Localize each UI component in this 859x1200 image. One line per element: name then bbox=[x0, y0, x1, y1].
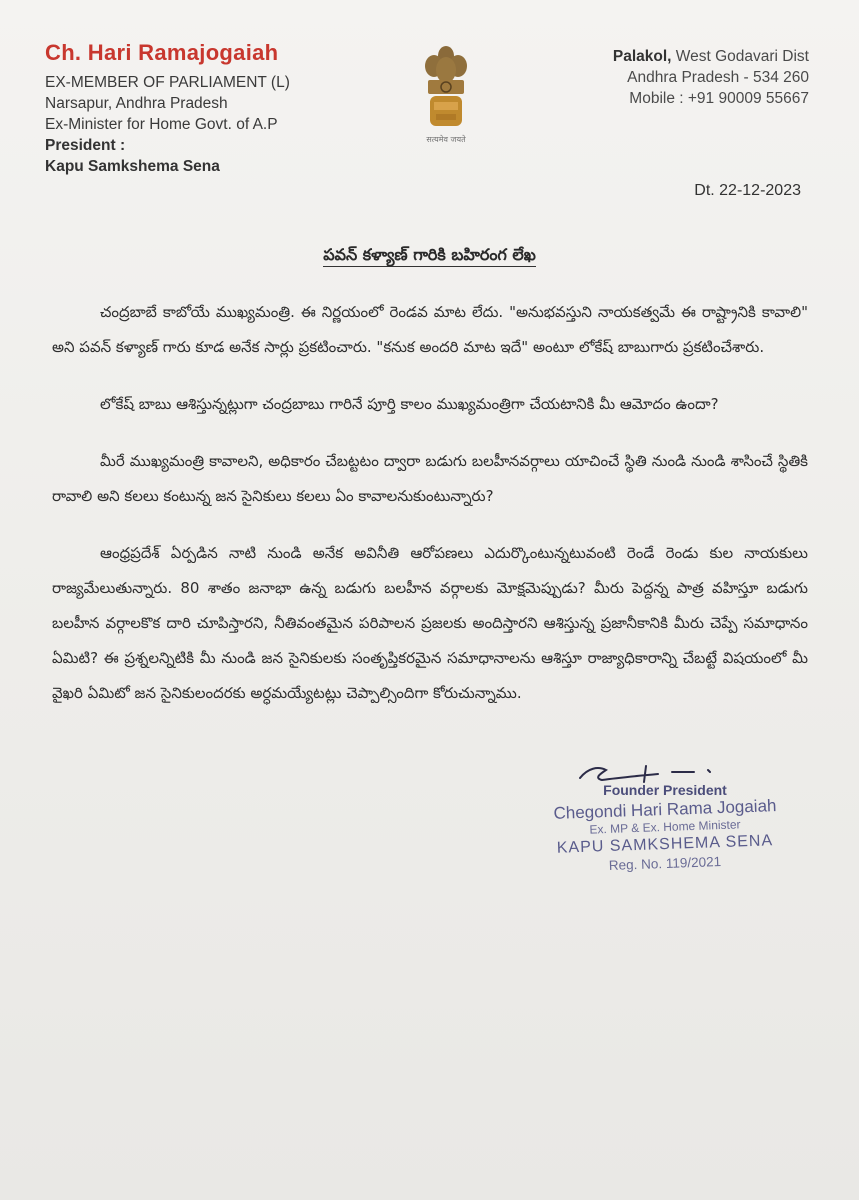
sender-title-1: EX-MEMBER OF PARLIAMENT (L) bbox=[45, 74, 290, 91]
signatory-name: Chegondi Hari Rama Jogaiah bbox=[553, 796, 777, 823]
letterhead-left bbox=[45, 40, 365, 177]
letterhead-right bbox=[613, 46, 809, 109]
address-line-1 bbox=[613, 46, 809, 67]
letter-body bbox=[52, 295, 808, 733]
mobile-number: Mobile : +91 90009 55667 bbox=[629, 90, 809, 107]
president-label: President : bbox=[45, 137, 126, 154]
signatory-credentials: Ex. MP & Ex. Home Minister bbox=[589, 817, 741, 837]
paragraph-2: లోకేష్ బాబు ఆశిస్తున్నట్లుగా చంద్రబాబు గారినే పూర్తి కాలం ముఖ్యమంత్రిగా చేయటానికి మీ ఆమోదం ఉందా? bbox=[100, 395, 719, 413]
signatory-organization: KAPU SAMKSHEMA SENA bbox=[556, 832, 774, 857]
national-emblem bbox=[414, 40, 478, 145]
subject-line bbox=[0, 245, 859, 268]
paragraph-1: చంద్రబాబే కాబోయే ముఖ్యమంత్రి. ఈ నిర్ణయంలో రెండవ మాట లేదు. "అనుభవస్తుని నాయకత్వమే ఈ రాష్ట్రానికి కావాలి" అని పవన్ కళ్యాణ్ గారు కూడ అనేక సార్లు ప్రకటించారు. "కనుక అందరి మాట ఇదే" అంటూ లోకేష్ బాబుగారు ప్రకటించేశారు. bbox=[52, 303, 808, 356]
paragraph-4: ఆంధ్రప్రదేశ్ ఏర్పడిన నాటి నుండి అనేక అవినీతి ఆరోపణలు ఎదుర్కొంటున్నటువంటి రెండే రెండు కుల నాయకులు రాజ్యమేలుతున్నారు. 80 శాతం జనాభా ఉన్న బడుగు బలహీన వర్గాలకు మోక్షమెప్పుడు? మీరు పెద్దన్న పాత్ర వహిస్తూ బడుగు బలహీన వర్గాలకొక దారి చూపిస్తారని, నీతివంతమైన పరిపాలన ప్రజలకు అందిస్తారని ఆశిస్తున్న ప్రజానీకానికి మీరు చెప్పే సమాధానం ఏమిటి? ఈ ప్రశ్నలన్నిటికి మీ నుండి జన సైనికులకు సంతృప్తికరమైన సమాధానాలను ఆశిస్తూ రాజ్యాధికారాన్ని చేబట్టే విషయంలో మీ వైఖరి ఏమిటో జన సైనికులందరకు అర్ధమయ్యేటట్లు చెప్పాల్సిందిగా కోరుచున్నాము. bbox=[52, 544, 808, 702]
sender-title-3: Ex-Minister for Home Govt. of A.P bbox=[45, 116, 278, 133]
address-district: West Godavari Dist bbox=[671, 48, 809, 65]
registration-number: Reg. No. 119/2021 bbox=[608, 854, 722, 873]
signature-block bbox=[520, 760, 810, 871]
signatory-title: Founder President bbox=[603, 782, 727, 798]
organization-name: Kapu Samkshema Sena bbox=[45, 158, 220, 175]
emblem-motto: सत्यमेव जयते bbox=[426, 135, 466, 144]
paragraph-3: మీరే ముఖ్యమంత్రి కావాలని, అధికారం చేబట్టటం ద్వారా బడుగు బలహీనవర్గాలు యాచించే స్థితి నుండి నుండి శాసించే స్థితికి రావాలి అని కలలు కంటున్న జన సైనికులు కలలు ఏం కావాలనుకుంటున్నారు? bbox=[52, 452, 808, 505]
address-place: Palakol, bbox=[612, 48, 672, 65]
lion-capital-icon bbox=[420, 40, 472, 132]
subject-text: పవన్ కళ్యాణ్ గారికి బహిరంగ లేఖ bbox=[323, 245, 536, 267]
address-line-2: Andhra Pradesh - 534 260 bbox=[627, 69, 809, 86]
sender-name: Ch. Hari Ramajogaiah bbox=[45, 40, 279, 65]
sender-title-2: Narsapur, Andhra Pradesh bbox=[45, 95, 228, 112]
letter-date: Dt. 22-12-2023 bbox=[694, 182, 801, 199]
